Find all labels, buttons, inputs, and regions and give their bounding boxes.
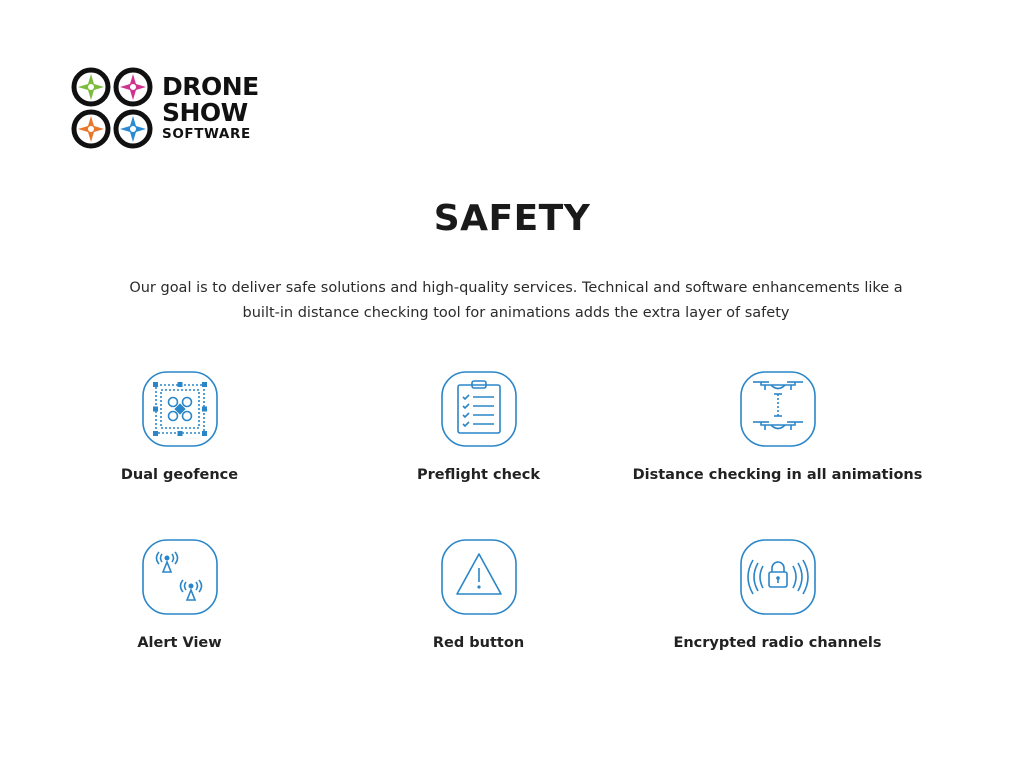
feature-label: Distance checking in all animations [632, 467, 923, 483]
feature-dual-geofence [30, 370, 329, 538]
feature-label: Dual geofence [120, 467, 239, 483]
clipboard-check-icon [440, 370, 518, 448]
brand-line-drone: DRONE [162, 72, 259, 102]
feature-preflight-check [329, 370, 628, 538]
brand-wordmark [162, 74, 259, 142]
feature-alert-view [30, 538, 329, 668]
brand-line-show: SHOW [162, 98, 248, 128]
feature-distance-checking [628, 370, 927, 538]
feature-label: Alert View [137, 635, 222, 651]
brand-line-software: SOFTWARE [162, 126, 251, 143]
feature-label: Red button [432, 635, 525, 651]
brand-logo[interactable] [70, 66, 280, 150]
feature-label: Preflight check [416, 467, 540, 483]
encrypted-radio-icon [739, 538, 817, 616]
alert-beacon-icon [141, 538, 219, 616]
drone-distance-icon [739, 370, 817, 448]
warning-triangle-icon [440, 538, 518, 616]
section-title: SAFETY [433, 198, 591, 239]
feature-label: Encrypted radio channels [673, 635, 882, 651]
section-description: Our goal is to deliver safe solutions and high-quality services. Technical and software enhancements like a built-in distance checking tool for animations adds the extra layer of safety [129, 280, 903, 321]
drone-logo-icon [70, 66, 154, 150]
feature-red-button [329, 538, 628, 668]
feature-encrypted-radio [628, 538, 927, 668]
geofence-icon [141, 370, 219, 448]
features-grid [30, 370, 928, 668]
